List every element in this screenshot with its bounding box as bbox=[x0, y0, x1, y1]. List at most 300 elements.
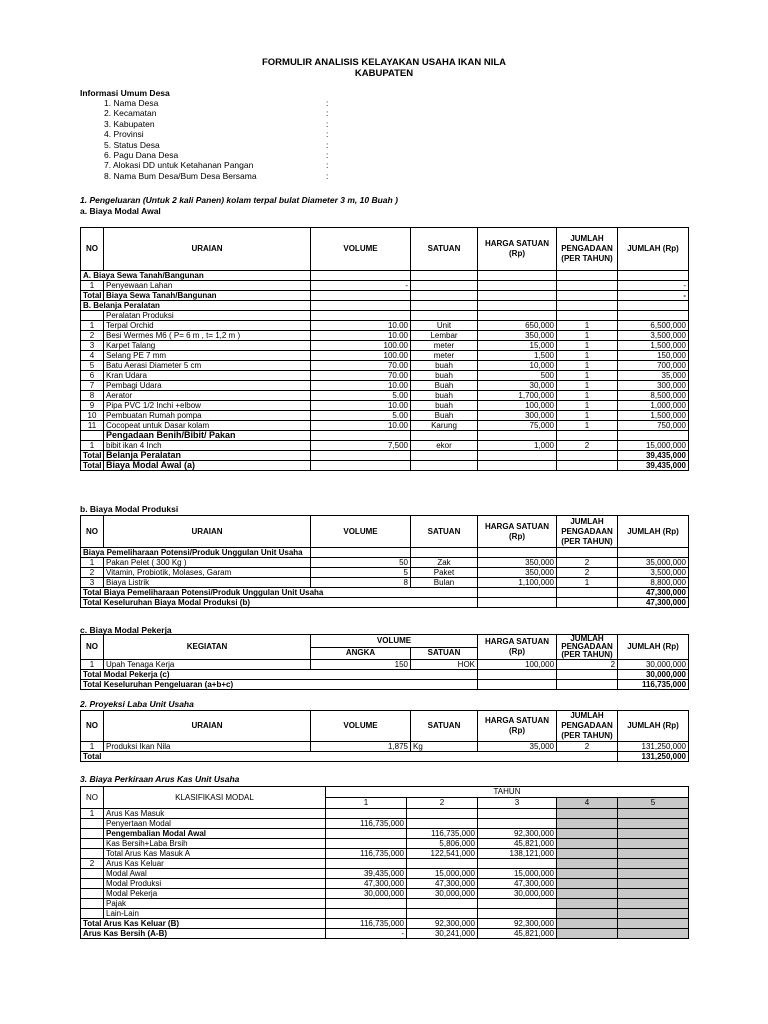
cell: 6 bbox=[81, 371, 104, 381]
column-header: URAIAN bbox=[104, 516, 311, 548]
table-row bbox=[81, 331, 689, 341]
cell: 350,000 bbox=[478, 568, 557, 578]
cell: 10.00 bbox=[311, 381, 411, 391]
table-row bbox=[81, 889, 689, 899]
column-header: NO bbox=[81, 228, 104, 271]
cell: 1,000,000 bbox=[618, 401, 689, 411]
cell: 1 bbox=[557, 351, 618, 361]
cell bbox=[557, 829, 618, 839]
cell: 8 bbox=[311, 578, 411, 588]
cell: Buah bbox=[411, 381, 478, 391]
year-header: 4 bbox=[557, 798, 618, 809]
cell: 10,000 bbox=[478, 361, 557, 371]
cell bbox=[411, 431, 478, 441]
table-row bbox=[81, 431, 689, 441]
total-value: 131,250,000 bbox=[618, 752, 689, 762]
cell: 30,000,000 bbox=[478, 889, 557, 899]
cell bbox=[478, 291, 557, 301]
cell bbox=[618, 899, 689, 909]
cell: 300,000 bbox=[618, 381, 689, 391]
cell bbox=[618, 548, 689, 558]
cell: 6,500,000 bbox=[618, 321, 689, 331]
cell: 122,541,000 bbox=[407, 849, 478, 859]
cell bbox=[478, 899, 557, 909]
cell: 5.00 bbox=[311, 391, 411, 401]
title-line1: FORMULIR ANALISIS KELAYAKAN USAHA IKAN NILA bbox=[261, 57, 507, 68]
table-row bbox=[81, 588, 689, 598]
cell: 3,500,000 bbox=[618, 331, 689, 341]
cell bbox=[411, 311, 478, 321]
cell bbox=[311, 301, 411, 311]
cell: meter bbox=[411, 351, 478, 361]
cell: buah bbox=[411, 401, 478, 411]
total-label: Total Keseluruhan Pengeluaran (a+b+c) bbox=[81, 680, 478, 690]
cell bbox=[557, 849, 618, 859]
cell: 1 bbox=[557, 321, 618, 331]
cell: Pakan Pelet ( 300 Kg ) bbox=[104, 558, 311, 568]
table-row bbox=[81, 598, 689, 608]
cell: 1,500 bbox=[478, 351, 557, 361]
cell bbox=[618, 909, 689, 919]
cell bbox=[478, 809, 557, 819]
cell: Kas Bersih+Laba Brsih bbox=[104, 839, 326, 849]
cell: 1,000 bbox=[478, 441, 557, 451]
cell: 10.00 bbox=[311, 331, 411, 341]
cell bbox=[618, 849, 689, 859]
cell: Pengembalian Modal Awal bbox=[104, 829, 326, 839]
cell: 116,735,000 bbox=[326, 919, 407, 929]
cell: 500 bbox=[478, 371, 557, 381]
column-header: SATUAN bbox=[411, 711, 478, 742]
cell bbox=[478, 819, 557, 829]
cell bbox=[557, 929, 618, 939]
cell: 30,241,000 bbox=[407, 929, 478, 939]
cell: Pembagi Udara bbox=[104, 381, 311, 391]
cell: Modal Awal bbox=[104, 869, 326, 879]
title-line2: KABUPATEN bbox=[354, 68, 414, 79]
cell bbox=[557, 598, 618, 608]
cell bbox=[618, 879, 689, 889]
cell: Arus Kas Keluar bbox=[104, 859, 326, 869]
info-colon: : bbox=[326, 150, 329, 160]
cell bbox=[326, 899, 407, 909]
year-header: 1 bbox=[326, 798, 407, 809]
table-row bbox=[81, 351, 689, 361]
cell bbox=[407, 909, 478, 919]
cell: 30,000 bbox=[478, 381, 557, 391]
cell: 30,000,000 bbox=[618, 660, 689, 670]
cell: Pipa PVC 1/2 Inchi +elbow bbox=[104, 401, 311, 411]
cell: 2 bbox=[81, 568, 104, 578]
cell bbox=[407, 819, 478, 829]
column-header: JUMLAH (Rp) bbox=[618, 635, 689, 660]
group-label: B. Belanja Peralatan bbox=[81, 301, 311, 311]
sec1-sub-a: a. Biaya Modal Awal bbox=[80, 206, 161, 216]
info-colon: : bbox=[326, 139, 329, 150]
column-header: HARGA SATUAN (Rp) bbox=[478, 635, 557, 660]
cell: - bbox=[618, 291, 689, 301]
table-row bbox=[81, 441, 689, 451]
cell bbox=[557, 809, 618, 819]
cell: 1 bbox=[557, 578, 618, 588]
cell bbox=[557, 461, 618, 471]
table-arus-kas bbox=[80, 786, 689, 939]
cell: 1 bbox=[557, 421, 618, 431]
table-row bbox=[81, 381, 689, 391]
cell bbox=[411, 271, 478, 281]
table-row bbox=[81, 291, 689, 301]
cell bbox=[618, 919, 689, 929]
cell: 35,000,000 bbox=[618, 558, 689, 568]
cell: meter bbox=[411, 341, 478, 351]
cell bbox=[411, 281, 478, 291]
cell bbox=[557, 919, 618, 929]
table-row bbox=[81, 461, 689, 471]
cell bbox=[81, 829, 104, 839]
total-label: Total Biaya Pemeliharaan Potensi/Produk Unggulan Unit Usaha bbox=[81, 588, 478, 598]
cell: Upah Tenaga Kerja bbox=[104, 660, 311, 670]
cell: 15,000 bbox=[478, 341, 557, 351]
info-item: 4. Provinsi bbox=[104, 129, 144, 140]
cell: 350,000 bbox=[478, 558, 557, 568]
cell bbox=[557, 819, 618, 829]
column-header: VOLUME bbox=[311, 635, 478, 648]
cell: 10.00 bbox=[311, 321, 411, 331]
cell: 2 bbox=[557, 441, 618, 451]
cell: 39,435,000 bbox=[618, 461, 689, 471]
total-value: 116,735,000 bbox=[618, 680, 689, 690]
total-label: Total Modal Pekerja (c) bbox=[81, 670, 478, 680]
cell: 138,121,000 bbox=[478, 849, 557, 859]
cell bbox=[411, 301, 478, 311]
cell: Kg bbox=[411, 742, 478, 752]
cell: 1,100,000 bbox=[478, 578, 557, 588]
year-header: 5 bbox=[618, 798, 689, 809]
cell: Penyewaan Lahan bbox=[104, 281, 311, 291]
info-item: 2. Kecamatan bbox=[104, 108, 157, 119]
cell: Zak bbox=[411, 558, 478, 568]
total-value: 47,300,000 bbox=[618, 598, 689, 608]
cell: 1,875 bbox=[311, 742, 411, 752]
cell: 7,500 bbox=[311, 441, 411, 451]
cell: 2 bbox=[557, 742, 618, 752]
cell: 1,500,000 bbox=[618, 411, 689, 421]
cell: 2 bbox=[81, 859, 104, 869]
cell: 45,821,000 bbox=[478, 839, 557, 849]
cell: Biaya Modal Awal (a) bbox=[104, 461, 311, 471]
cell bbox=[81, 431, 104, 441]
cell bbox=[478, 670, 557, 680]
cell: bibit ikan 4 Inch bbox=[104, 441, 311, 451]
cell bbox=[557, 889, 618, 899]
cell: 100.00 bbox=[311, 341, 411, 351]
cell: Lain-Lain bbox=[104, 909, 326, 919]
table-row bbox=[81, 909, 689, 919]
cell bbox=[478, 271, 557, 281]
table-modal-produksi bbox=[80, 515, 689, 608]
cell: 1 bbox=[557, 341, 618, 351]
info-colon: : bbox=[326, 170, 329, 181]
table-row bbox=[81, 787, 689, 798]
cell: 5 bbox=[311, 568, 411, 578]
cell: 8,500,000 bbox=[618, 391, 689, 401]
table-row bbox=[81, 670, 689, 680]
table-row bbox=[81, 271, 689, 281]
cell: 700,000 bbox=[618, 361, 689, 371]
table-row bbox=[81, 809, 689, 819]
cell: 100.00 bbox=[311, 351, 411, 361]
cell: 92,300,000 bbox=[478, 829, 557, 839]
cell: 3,500,000 bbox=[618, 568, 689, 578]
cell bbox=[311, 291, 411, 301]
total-label: Total Arus Kas Keluar (B) bbox=[81, 919, 326, 929]
year-header: 3 bbox=[478, 798, 557, 809]
sec2-heading: 2. Proyeksi Laba Unit Usaha bbox=[80, 699, 194, 709]
cell bbox=[618, 929, 689, 939]
cell bbox=[326, 829, 407, 839]
cell: Vitamin, Probiotik, Molases, Garam bbox=[104, 568, 311, 578]
sec1-heading: 1. Pengeluaran (Untuk 2 kali Panen) kolam terpal bulat Diameter 3 m, 10 Buah ) bbox=[80, 195, 398, 205]
table-row bbox=[81, 869, 689, 879]
cell bbox=[407, 899, 478, 909]
table-row bbox=[81, 660, 689, 670]
cell bbox=[81, 869, 104, 879]
cell bbox=[81, 879, 104, 889]
cell bbox=[557, 588, 618, 598]
cell: Lembar bbox=[411, 331, 478, 341]
cell bbox=[478, 311, 557, 321]
cell: 35,000 bbox=[618, 371, 689, 381]
cell: 2 bbox=[81, 331, 104, 341]
cell bbox=[311, 461, 411, 471]
cell: 1 bbox=[557, 411, 618, 421]
cell: Besi Wermes M6 ( P= 6 m , t= 1,2 m ) bbox=[104, 331, 311, 341]
cell: 116,735,000 bbox=[326, 849, 407, 859]
cell: 5 bbox=[81, 361, 104, 371]
cell bbox=[311, 431, 411, 441]
table-row bbox=[81, 680, 689, 690]
cell: 5,806,000 bbox=[407, 839, 478, 849]
info-item: 8. Nama Bum Desa/Bum Desa Bersama bbox=[104, 170, 257, 181]
column-header: URAIAN bbox=[104, 228, 311, 271]
table-row bbox=[81, 548, 689, 558]
cell: 4 bbox=[81, 351, 104, 361]
cell: 10 bbox=[81, 411, 104, 421]
cell: 45,821,000 bbox=[478, 929, 557, 939]
cell: Unit bbox=[411, 321, 478, 331]
cell bbox=[81, 839, 104, 849]
table-row bbox=[81, 819, 689, 829]
table-row bbox=[81, 451, 689, 461]
cell: 8,800,000 bbox=[618, 578, 689, 588]
cell bbox=[618, 809, 689, 819]
cell: 30,000,000 bbox=[407, 889, 478, 899]
table-row bbox=[81, 558, 689, 568]
cell bbox=[478, 461, 557, 471]
cell bbox=[478, 451, 557, 461]
column-header: NO bbox=[81, 516, 104, 548]
cell bbox=[618, 889, 689, 899]
cell: 100,000 bbox=[478, 401, 557, 411]
cell: 92,300,000 bbox=[407, 919, 478, 929]
cell: Arus Kas Masuk bbox=[104, 809, 326, 819]
cell: 1 bbox=[557, 401, 618, 411]
table-row bbox=[81, 829, 689, 839]
cell: 350,000 bbox=[478, 331, 557, 341]
cell: Total bbox=[81, 461, 104, 471]
cell: 300,000 bbox=[478, 411, 557, 421]
column-header: SATUAN bbox=[411, 647, 478, 660]
cell bbox=[478, 281, 557, 291]
cell: 750,000 bbox=[618, 421, 689, 431]
cell: 1 bbox=[81, 742, 104, 752]
cell: buah bbox=[411, 371, 478, 381]
cell: 150 bbox=[311, 660, 411, 670]
table-row bbox=[81, 752, 689, 762]
cell bbox=[81, 311, 104, 321]
info-colon: : bbox=[326, 108, 329, 119]
cell bbox=[557, 548, 618, 558]
cell: 15,000,000 bbox=[478, 869, 557, 879]
cell bbox=[618, 301, 689, 311]
cell bbox=[618, 869, 689, 879]
table-row bbox=[81, 742, 689, 752]
column-header: HARGA SATUAN (Rp) bbox=[478, 228, 557, 271]
table-row bbox=[81, 311, 689, 321]
cell bbox=[81, 909, 104, 919]
cell: 11 bbox=[81, 421, 104, 431]
cell bbox=[411, 291, 478, 301]
cell: Karung bbox=[411, 421, 478, 431]
sec3-heading: 3. Biaya Perkiraan Arus Kas Unit Usaha bbox=[80, 774, 240, 784]
cell: - bbox=[618, 281, 689, 291]
cell: Paket bbox=[411, 568, 478, 578]
cell bbox=[411, 451, 478, 461]
cell: Kran Udara bbox=[104, 371, 311, 381]
cell bbox=[478, 598, 557, 608]
info-item: 7. Alokasi DD untuk Ketahanan Pangan bbox=[104, 160, 254, 171]
sec-b-heading: b. Biaya Modal Produksi bbox=[80, 504, 179, 514]
cell bbox=[557, 301, 618, 311]
cell: 2 bbox=[557, 558, 618, 568]
table-row bbox=[81, 859, 689, 869]
cell bbox=[618, 839, 689, 849]
cell bbox=[407, 809, 478, 819]
table-row bbox=[81, 879, 689, 889]
cell: 1 bbox=[81, 660, 104, 670]
total-value: 47,300,000 bbox=[618, 588, 689, 598]
cell bbox=[326, 859, 407, 869]
table-row bbox=[81, 361, 689, 371]
cell bbox=[411, 461, 478, 471]
table-row bbox=[81, 899, 689, 909]
group-label: A. Biaya Sewa Tanah/Bangunan bbox=[81, 271, 311, 281]
cell bbox=[618, 271, 689, 281]
cell: buah bbox=[411, 361, 478, 371]
cell: Modal Produksi bbox=[104, 879, 326, 889]
cell bbox=[81, 899, 104, 909]
cell: 5.00 bbox=[311, 411, 411, 421]
cell: 1 bbox=[81, 558, 104, 568]
column-header: JUMLAH PENGADAAN (PER TAHUN) bbox=[557, 228, 618, 271]
cell: 1 bbox=[81, 441, 104, 451]
cell bbox=[618, 431, 689, 441]
cell: 650,000 bbox=[478, 321, 557, 331]
cell bbox=[557, 271, 618, 281]
cell: 15,000,000 bbox=[618, 441, 689, 451]
cell: 39,435,000 bbox=[326, 869, 407, 879]
total-value: 30,000,000 bbox=[618, 670, 689, 680]
table-proyeksi-laba bbox=[80, 710, 689, 762]
cell: 92,300,000 bbox=[478, 919, 557, 929]
column-header: ANGKA bbox=[311, 647, 411, 660]
column-header: HARGA SATUAN (Rp) bbox=[478, 516, 557, 548]
year-header: 2 bbox=[407, 798, 478, 809]
group-label: Biaya Pemeliharaan Potensi/Produk Unggulan Unit Usaha bbox=[81, 548, 311, 558]
cell: 9 bbox=[81, 401, 104, 411]
cell: 35,000 bbox=[478, 742, 557, 752]
cell bbox=[326, 839, 407, 849]
cell: 1,500,000 bbox=[618, 341, 689, 351]
cell: 116,735,000 bbox=[407, 829, 478, 839]
table-row bbox=[81, 578, 689, 588]
column-header: SATUAN bbox=[411, 516, 478, 548]
cell: Pajak bbox=[104, 899, 326, 909]
table-row bbox=[81, 281, 689, 291]
column-header: VOLUME bbox=[311, 516, 411, 548]
cell: 15,000,000 bbox=[407, 869, 478, 879]
table-row bbox=[81, 391, 689, 401]
cell: Peralatan Produksi bbox=[104, 311, 311, 321]
info-colon: : bbox=[326, 118, 329, 129]
cell bbox=[557, 291, 618, 301]
cell bbox=[311, 271, 411, 281]
table-row bbox=[81, 401, 689, 411]
cell: - bbox=[311, 281, 411, 291]
cell: Penyertaan Modal bbox=[104, 819, 326, 829]
sec-c-heading: c. Biaya Modal Pekerja bbox=[80, 625, 172, 635]
cell: Modal Pekerja bbox=[104, 889, 326, 899]
cell: 7 bbox=[81, 381, 104, 391]
cell: Pengadaan Benih/Bibit/ Pakan bbox=[104, 431, 311, 441]
cell: 1 bbox=[557, 331, 618, 341]
table-modal-awal bbox=[80, 227, 689, 471]
cell bbox=[557, 431, 618, 441]
cell: Batu Aerasi Diameter 5 cm bbox=[104, 361, 311, 371]
table-row bbox=[81, 839, 689, 849]
cell bbox=[81, 889, 104, 899]
cell: 47,300,000 bbox=[326, 879, 407, 889]
cell: Selang PE 7 mm bbox=[104, 351, 311, 361]
column-header: KLASIFIKASI MODAL bbox=[104, 787, 326, 809]
cell: Biaya Listrik bbox=[104, 578, 311, 588]
cell bbox=[478, 431, 557, 441]
column-header: VOLUME bbox=[311, 711, 411, 742]
cell bbox=[81, 819, 104, 829]
cell bbox=[407, 859, 478, 869]
cell: 50 bbox=[311, 558, 411, 568]
cell: 1 bbox=[81, 809, 104, 819]
info-item: 5. Status Desa bbox=[104, 139, 160, 150]
cell bbox=[478, 859, 557, 869]
cell: 1 bbox=[557, 391, 618, 401]
cell bbox=[557, 281, 618, 291]
cell: 30,000,000 bbox=[326, 889, 407, 899]
cell bbox=[557, 909, 618, 919]
cell: 10.00 bbox=[311, 421, 411, 431]
cell: 70.00 bbox=[311, 361, 411, 371]
cell: Belanja Peralatan bbox=[104, 451, 311, 461]
